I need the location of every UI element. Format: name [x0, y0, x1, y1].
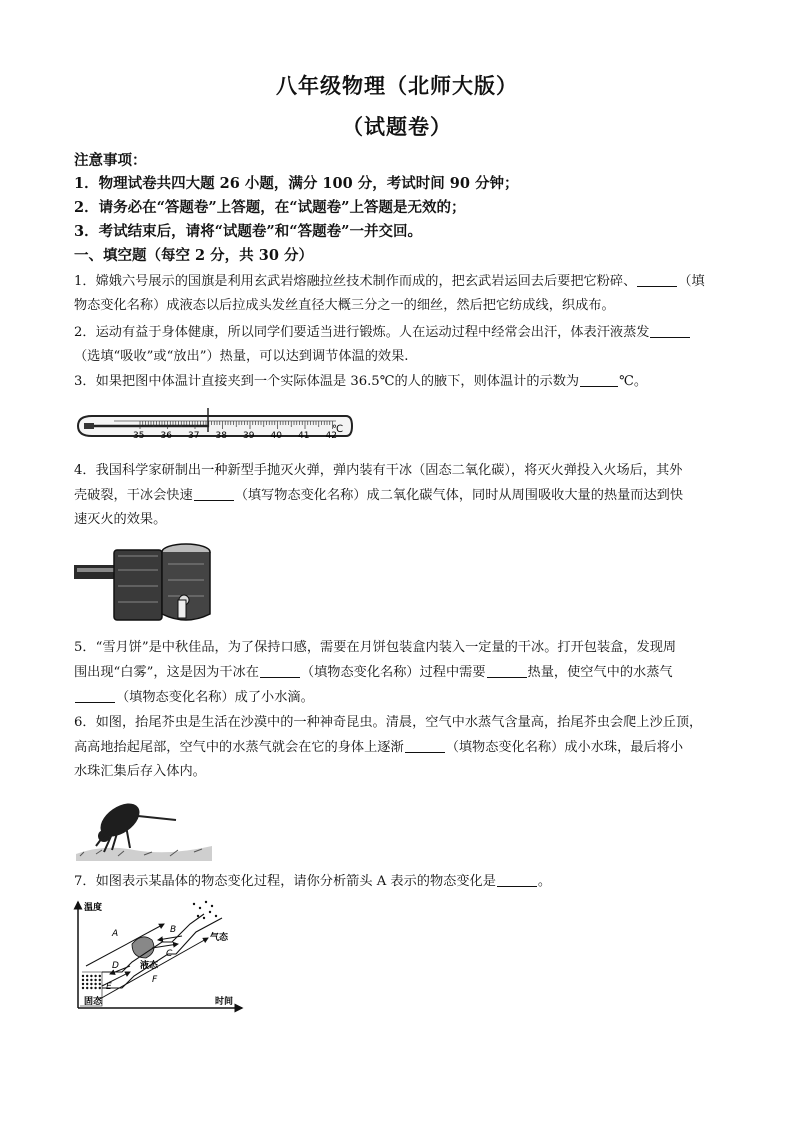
- question-2-line-2: （选填“吸收”或“放出”）热量，可以达到调节体温的效果.: [74, 349, 409, 364]
- thermometer-bulb: [84, 423, 94, 429]
- question-4: 4．我国科学家研制出一种新型手抛灭火弹，弹内装有干冰（固态二氧化碳），将灭火弹投入火场后，其外: [74, 463, 683, 478]
- solid-particle: [82, 975, 84, 977]
- bomb-body: [114, 550, 162, 620]
- gas-particle: [211, 905, 213, 907]
- solid-particle: [90, 975, 92, 977]
- thermometer-tick-label: 35: [133, 431, 145, 441]
- question-5-line-3: （填物态变化名称）成了小水滴。: [74, 688, 724, 708]
- gas-particle: [199, 907, 201, 909]
- gas-particle: [215, 915, 217, 917]
- thermometer-tick-label: 42: [325, 431, 337, 441]
- solid-particle: [86, 987, 88, 989]
- answer-blank[interactable]: [650, 323, 690, 338]
- answer-blank[interactable]: [260, 663, 300, 678]
- page-title: 八年级物理（北师大版）: [276, 73, 518, 98]
- arrow-label-b: B: [170, 925, 177, 935]
- gas-particle: [193, 903, 195, 905]
- solid-particle: [99, 983, 101, 985]
- solid-particle: [99, 987, 101, 989]
- solid-particle: [82, 979, 84, 981]
- thermometer-tick-label: 41: [298, 431, 310, 441]
- answer-blank[interactable]: [75, 688, 115, 703]
- gas-state-label: 气态: [210, 933, 229, 943]
- solid-particle: [86, 979, 88, 981]
- question-6-line-2: 高高地抬起尾部，空气中的水蒸气就会在它的身体上逐渐 （填物态变化名称）成小水珠，最后将小: [74, 740, 684, 755]
- solid-particle: [94, 983, 96, 985]
- answer-blank[interactable]: [637, 272, 677, 287]
- question-5-line-2: 围出现“白雾”，这是因为干冰在 （填物态变化名称）过程中需要 热量，使空气中的水蒸气: [74, 665, 673, 680]
- question-1: 1．嫦娥六号展示的国旗是利用玄武岩熔融拉丝技术制作而成的，把玄武岩运回去后要把它粉碎、 （填: [74, 274, 705, 289]
- solid-particle: [82, 987, 84, 989]
- answer-blank[interactable]: [497, 872, 537, 887]
- note-item-1: 1．物理试卷共四大题 26 小题，满分 100 分，考试时间 90 分钟；: [74, 175, 519, 192]
- solid-particle: [94, 979, 96, 981]
- x-axis-label: 时间: [215, 997, 234, 1007]
- question-2: 2．运动有益于身体健康，所以同学们要适当进行锻炼。人在运动过程中经常会出汗，体表汗液蒸发: [74, 323, 724, 343]
- solid-particle: [99, 979, 101, 981]
- notes-heading: 注意事项：: [74, 152, 147, 169]
- thermometer-tick-label: 39: [243, 431, 255, 441]
- gas-particles: [193, 901, 217, 919]
- arrow-label-e: E: [106, 982, 112, 992]
- solid-particle: [90, 987, 92, 989]
- solid-particle: [94, 987, 96, 989]
- solid-state-label: 固态: [84, 997, 103, 1007]
- beetle-figure: [74, 786, 214, 861]
- section-heading: 一、填空题（每空 2 分，共 30 分）: [74, 247, 313, 264]
- arrow-label-f: F: [152, 975, 158, 985]
- answer-blank[interactable]: [194, 486, 234, 501]
- y-axis-label: 温度: [84, 903, 103, 913]
- arrow-label-a: A: [112, 929, 119, 939]
- page-subtitle: （试题卷）: [342, 114, 452, 139]
- answer-blank[interactable]: [487, 663, 527, 678]
- thermometer-unit: ℃: [332, 424, 344, 435]
- solid-particle: [82, 983, 84, 985]
- gas-particle: [197, 915, 199, 917]
- answer-blank[interactable]: [405, 738, 445, 753]
- solid-particle: [90, 983, 92, 985]
- arrow-label-d: D: [112, 961, 119, 971]
- question-1-line-2: 物态变化名称）成液态以后拉成头发丝直径大概三分之一的细丝，然后把它纺成线，织成布。: [74, 298, 615, 313]
- question-4-line-3: 速灭火的效果。: [74, 512, 167, 527]
- arrow-b: [158, 936, 182, 940]
- state-change-diagram: [72, 896, 247, 1016]
- thermometer-tick-label: 36: [160, 431, 172, 441]
- liquid-state-label: 液态: [140, 961, 159, 971]
- note-item-3: 3．考试结束后，请将“试题卷”和“答题卷”一并交回。: [74, 223, 422, 240]
- solid-particle: [94, 975, 96, 977]
- question-7: 7．如图表示某晶体的物态变化过程，请你分析箭头 A 表示的物态变化是 。: [74, 874, 552, 889]
- gas-particle: [203, 917, 205, 919]
- thermometer-tick-label: 40: [270, 431, 282, 441]
- solid-particle: [99, 975, 101, 977]
- solid-particles: [82, 975, 101, 989]
- fire-extinguisher-bomb-figure: [74, 540, 214, 626]
- answer-blank[interactable]: [580, 372, 618, 387]
- gas-particle: [209, 911, 211, 913]
- solid-particle: [90, 979, 92, 981]
- thermometer-figure: [74, 402, 354, 442]
- question-4-line-2: 壳破裂，干冰会快速 （填写物态变化名称）成二氧化碳气体，同时从周围吸收大量的热量而达到快: [74, 488, 684, 503]
- question-6: 6．如图，抬尾芥虫是生活在沙漠中的一种神奇昆虫。清晨，空气中水蒸气含量高，抬尾芥虫会爬上沙丘顶，: [74, 715, 703, 730]
- question-3: 3．如果把图中体温计直接夹到一个实际体温是 36.5℃的人的腋下，则体温计的示数为 ℃。: [74, 374, 648, 389]
- gas-particle: [205, 901, 207, 903]
- question-6-line-3: 水珠汇集后存入体内。: [74, 764, 206, 779]
- arrow-label-c: C: [166, 949, 173, 959]
- thermometer-tick-label: 38: [215, 431, 227, 441]
- solid-particle: [86, 975, 88, 977]
- solid-particle: [86, 983, 88, 985]
- question-5: 5．“雪月饼”是中秋佳品，为了保持口感，需要在月饼包装盒内装入一定量的干冰。打开包装盒，发现周: [74, 640, 677, 655]
- thermometer-tick-label: 37: [188, 431, 200, 441]
- note-item-2: 2．请务必在“答题卷”上答题，在“试题卷”上答题是无效的；: [74, 199, 466, 216]
